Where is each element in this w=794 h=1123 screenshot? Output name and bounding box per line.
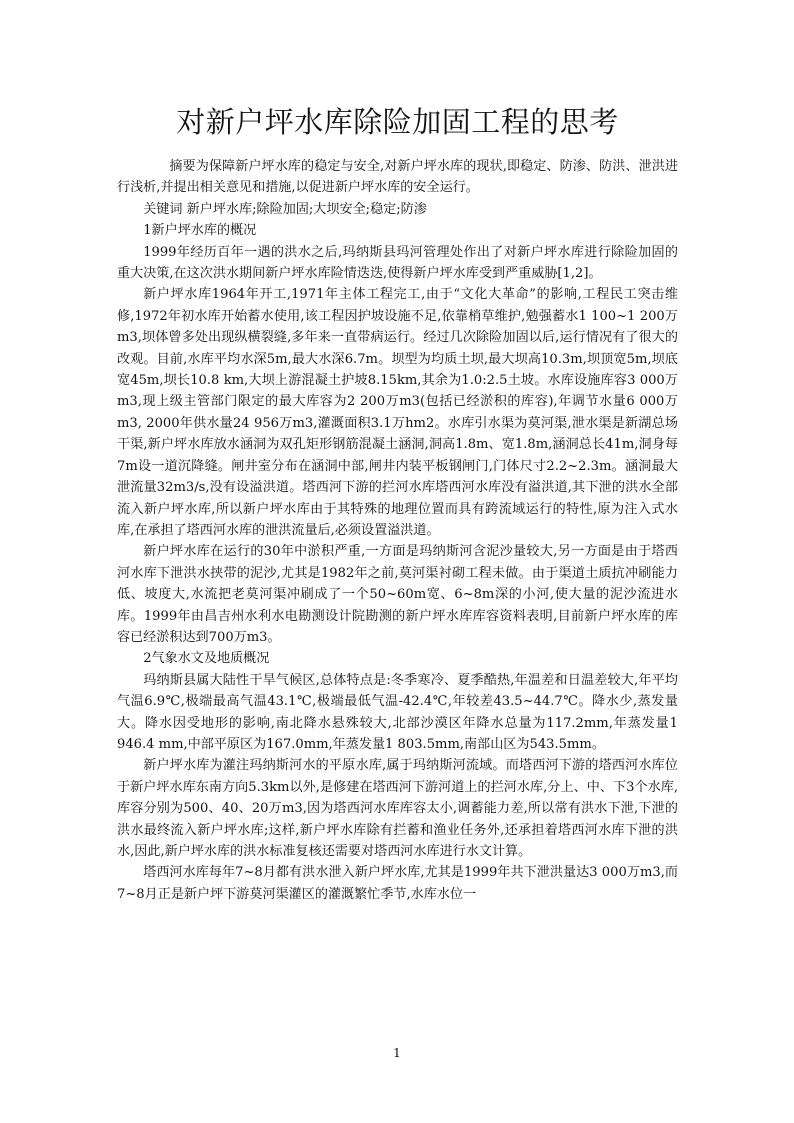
body-paragraph: 新户坪水库1964年开工,1971年主体工程完工,由于“文化大革命”的影响,工程民工突击维修,1972年初水库开始蓄水使用,该工程因护坡设施不足,依靠梢草维护,勉强蓄水1 100~1 200万m3,坝体曾多处出现纵横裂缝,多年来一直带病运行。经过几次除险加固以后,运行情况有了很大的改观。目前,水库平均水深5m,最大水深6.7m。坝型为均质土坝,最大坝高10.3m,坝顶宽5m,坝底宽45m,坝长10.8 km,大坝上游混凝土护坡8.15km,其余为1.0:2.5土坡。水库设施库容3 000万m3,现上级主管部门限定的最大库容为2 200万m3(包括已经淤积的库容),年调节水量6 000万m3, 2000年供水量24 956万m3,灌溉面积3.1万hm2。水库引水渠为莫河渠,泄水渠是新湖总场干渠,新户坪水库放水涵洞为双孔矩形钢筋混凝土涵洞,洞高1.8m、宽1.8m,涵洞总长41m,洞身每7m设一道沉降缝。闸井室分布在涵洞中部,闸井内装平板钢闸门,门体尺寸2.2~2.3m。涵洞最大泄流量32m3/s,没有设溢洪道。塔西河下游的拦河水库塔西河水库没有溢洪道,其下泄的洪水全部流入新户坪水库,所以新户坪水库由于其特殊的地理位置而具有跨流域运行的特性,原为注入式水库,在承担了塔西河水库的泄洪流量后,必须设置溢洪道。 [117, 287, 678, 538]
section-heading-2: 2气象水文及地质概况 [143, 651, 270, 667]
body-paragraph: 玛纳斯县属大陆性干旱气候区,总体特点是:冬季寒冷、夏季酷热,年温差和日温差较大,年平均气温6.9℃,极端最高气温43.1℃,极端最低气温-42.4℃,年较差43.5~44.7℃。降水少,蒸发量大。降水因受地形的影响,南北降水悬殊较大,北部沙漠区年降水总量为117.2mm,年蒸发量1 946.4 mm,中部平原区为167.0mm,年蒸发量1 803.5mm,南部山区为543.5mm。 [117, 672, 678, 752]
document-body [117, 156, 678, 905]
page-title: 对新户坪水库除险加固工程的思考 [176, 105, 619, 139]
keywords-paragraph: 关键词 新户坪水库;除险加固;大坝安全;稳定;防渗 [143, 201, 427, 217]
body-paragraph: 新户坪水库在运行的30年中淤积严重,一方面是玛纳斯河含泥沙量较大,另一方面是由于塔西河水库下泄洪水挟带的泥沙,尤其是1982年之前,莫河渠衬砌工程未做。由于渠道土质抗冲刷能力低、坡度大,水流把老莫河渠冲刷成了一个50~60m宽、6~8m深的小河,使大量的泥沙流进水库。1999年由昌吉州水利水电勘测设计院勘测的新户坪水库库容资料表明,目前新户坪水库的库容已经淤积达到700万m3。 [117, 544, 678, 645]
section-heading-1: 1新户坪水库的概况 [143, 223, 257, 239]
abstract-paragraph: 摘要为保障新户坪水库的稳定与安全,对新户坪水库的现状,即稳定、防渗、防洪、泄洪进行浅析,并提出相关意见和措施,以促进新户坪水库的安全运行。 [117, 159, 678, 196]
body-paragraph: 塔西河水库每年7~8月都有洪水泄入新户坪水库,尤其是1999年共下泄洪量达3 000万m3,而7~8月正是新户坪下游莫河渠灌区的灌溉繁忙季节,水库水位一 [117, 865, 678, 902]
body-paragraph: 1999年经历百年一遇的洪水之后,玛纳斯县玛河管理处作出了对新户坪水库进行除险加固的重大决策,在这次洪水期间新户坪水库险情迭迭,使得新户坪水库受到严重威胁[1,2]。 [117, 244, 678, 282]
body-paragraph: 新户坪水库为灌注玛纳斯河水的平原水库,属于玛纳斯河流域。而塔西河下游的塔西河水库位于新户坪水库东南方向5.3km以外,是修建在塔西河下游河道上的拦河水库,分上、中、下3个水库,库容分别为500、40、20万m3,因为塔西河水库库容太小,调蓄能力差,所以常有洪水下泄,下泄的洪水最终流入新户坪水库;这样,新户坪水库除有拦蓄和渔业任务外,还承担着塔西河水库下泄的洪水,因此,新户坪水库的洪水标准复核还需要对塔西河水库进行水文计算。 [117, 758, 678, 859]
page-number: 1 [393, 1046, 401, 1060]
